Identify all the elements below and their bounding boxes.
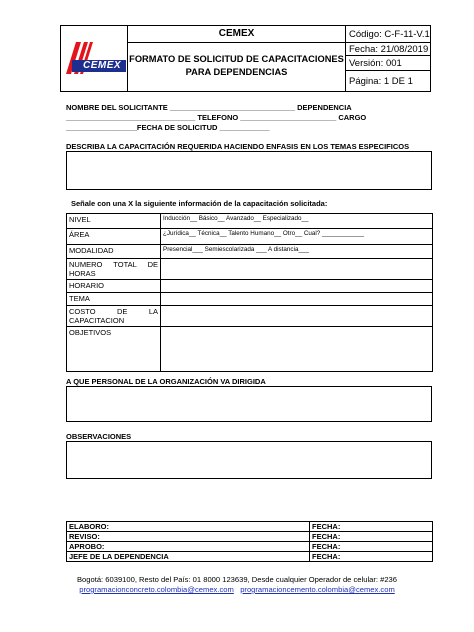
row-value-objetivos[interactable] [161, 327, 433, 372]
sig-label-aprobo[interactable]: APROBO: [67, 542, 310, 552]
fecha-text: Fecha: 21/08/2019 [349, 44, 429, 55]
logo-cell [60, 25, 128, 92]
table-row [67, 280, 433, 293]
form-title-line2: PARA DEPENDENCIAS [185, 67, 288, 77]
logo-text: CEMEX [83, 60, 122, 71]
table-row [67, 552, 433, 562]
table-row [67, 327, 433, 372]
email-link-cemento[interactable]: programacioncemento.colombia@cemex.com [240, 585, 395, 594]
table-row [67, 229, 433, 245]
sig-label-elaboro[interactable]: ELABORO: [67, 522, 310, 532]
form-title-line1: FORMATO DE SOLICITUD DE CAPACITACIONES [129, 54, 344, 64]
row-value-horario[interactable] [161, 280, 433, 293]
sig-label-reviso[interactable]: REVISO: [67, 532, 310, 542]
footer-phones: Bogotá: 6039100, Resto del País: 01 8000 123639, Desde cualquier Operador de celular: #236 [76, 575, 397, 584]
cemex-logo-icon [62, 38, 128, 78]
pagina-cell [345, 70, 431, 92]
table-row [67, 259, 433, 280]
row-label-area: ÁREA [67, 229, 161, 245]
form-title-cell [127, 42, 346, 92]
company-cell [127, 25, 346, 43]
row-label-tema: TEMA [67, 293, 161, 306]
codigo-text: Código: C-F-11-V.1 [349, 29, 430, 40]
sig-date-reviso[interactable]: FECHA: [310, 532, 433, 542]
row-label-horario: HORARIO [67, 280, 161, 293]
row-label-costo: COSTO DE LA CAPACITACION [67, 306, 161, 327]
row-label-nivel: NIVEL [67, 214, 161, 229]
table-row [67, 532, 433, 542]
signature-table [66, 521, 433, 562]
sig-date-aprobo[interactable]: FECHA: [310, 542, 433, 552]
table-row [67, 214, 433, 229]
row-label-objetivos: OBJETIVOS [67, 327, 161, 372]
instruction-text: Señale con una X la siguiente información de la capacitación solicitada: [71, 199, 328, 208]
codigo-cell [345, 25, 431, 43]
row-value-nivel[interactable]: Inducción__ Básico__ Avanzado__ Especializado__ [161, 214, 433, 229]
version-cell [345, 55, 431, 71]
company-name: CEMEX [218, 28, 255, 39]
sig-date-jefe[interactable]: FECHA: [310, 552, 433, 562]
training-info-table [66, 213, 433, 372]
email-link-concreto[interactable]: programacionconcreto.colombia@cemex.com [79, 585, 234, 594]
pagina-text: Página: 1 DE 1 [349, 76, 413, 87]
table-row [67, 522, 433, 532]
table-row [67, 293, 433, 306]
row-value-tema[interactable] [161, 293, 433, 306]
applicant-line-2: _______________________________ TELEFONO _______________________ CARGO [66, 113, 367, 122]
fecha-cell [345, 42, 431, 56]
applicant-line-1: NOMBRE DEL SOLICITANTE ______________________________ DEPENDENCIA [66, 103, 352, 112]
table-row [67, 306, 433, 327]
table-row [67, 542, 433, 552]
describe-textbox[interactable] [66, 151, 432, 190]
sig-label-jefe[interactable]: JEFE DE LA DEPENDENCIA [67, 552, 310, 562]
row-label-horas: NUMERO TOTAL DE HORAS [67, 259, 161, 280]
describe-label: DESCRIBA LA CAPACITACIÓN REQUERIDA HACIENDO ENFASIS EN LOS TEMAS ESPECIFICOS [66, 142, 410, 151]
observaciones-label: OBSERVACIONES [66, 432, 132, 441]
row-value-horas[interactable] [161, 259, 433, 280]
sig-date-elaboro[interactable]: FECHA: [310, 522, 433, 532]
table-row [67, 245, 433, 259]
row-value-costo[interactable] [161, 306, 433, 327]
row-label-modalidad: MODALIDAD [67, 245, 161, 259]
version-text: Versión: 001 [349, 58, 402, 69]
row-value-area[interactable]: ¿Jurídica__ Técnica__ Talento Humano__ Otro__ Cual? ____________ [161, 229, 433, 245]
personal-label: A QUE PERSONAL DE LA ORGANIZACIÓN VA DIRIGIDA [66, 377, 266, 386]
applicant-line-3: _________________FECHA DE SOLICITUD ____________ [66, 123, 270, 132]
personal-textbox[interactable] [66, 386, 432, 422]
row-value-modalidad[interactable]: Presencial___ Semiescolarizada ___ A distancia___ [161, 245, 433, 259]
footer-emails [0, 585, 474, 594]
observaciones-textbox[interactable] [66, 441, 432, 479]
